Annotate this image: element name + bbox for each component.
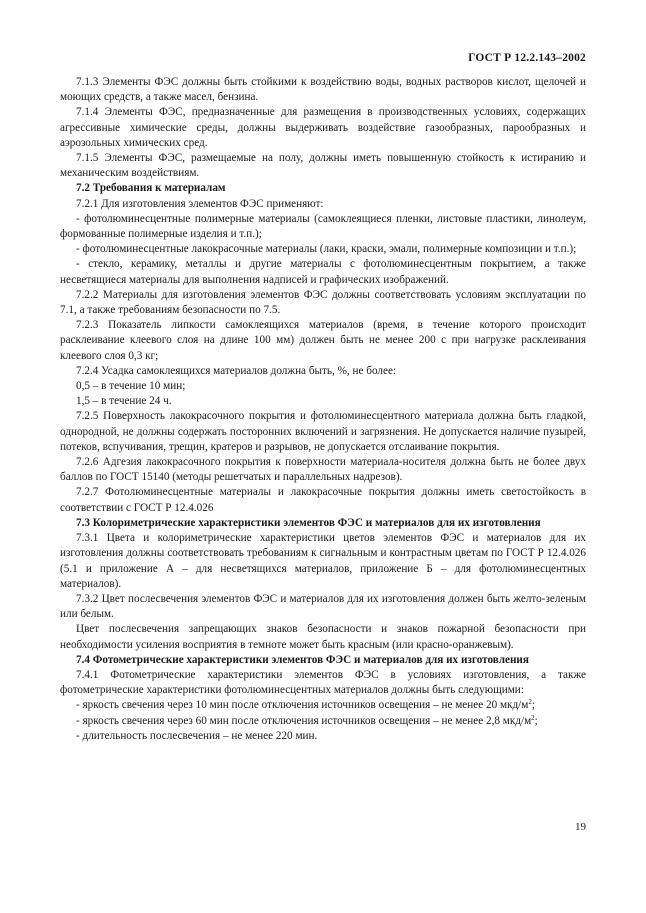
section-heading: 7.4 Фотометрические характеристики элементов ФЭС и материалов для их изготовления (76, 653, 529, 666)
paragraph: 7.2.6 Адгезия лакокрасочного покрытия к поверхности материала-носителя должна быть не более двух баллов по ГОСТ 15140 (методы решетчатых и параллельных надрезов). (60, 456, 586, 484)
afterglow-duration: - длительность послесвечения – не менее 220 мин. (76, 729, 318, 742)
document-body (60, 75, 586, 744)
paragraph-list (60, 75, 586, 698)
paragraph: 7.2.3 Показатель липкости самоклеящихся материалов (время, в течение которого происходит расклеивание клеевого слоя на длине 100 мм) должен быть не менее 200 с при нагрузке расклеивания клеевого слоя 0,3 кг; (60, 319, 586, 362)
paragraph: 7.2.7 Фотолюминесцентные материалы и лакокрасочные покрытия должны иметь светостойкость в соответствии с ГОСТ Р 12.4.026 (60, 486, 586, 514)
paragraph: 7.1.4 Элементы ФЭС, предназначенные для размещения в производственных условиях, содержащих агрессивные химические среды, должны выдерживать воздействие газообразных, парообразных и аэрозольных химических сред. (60, 106, 586, 149)
paragraph: Цвет послесвечения запрещающих знаков безопасности и знаков пожарной безопасности при необходимости усиления восприятия в темноте может быть красным (или красно-оранжевым). (60, 623, 586, 651)
paragraph: 7.1.3 Элементы ФЭС должны быть стойкими к воздействию воды, водных растворов кислот, щелочей и моющих средств, а также масел, бензина. (60, 76, 586, 104)
paragraph: 1,5 – в течение 24 ч. (76, 395, 172, 408)
page-header: ГОСТ Р 12.2.143–2002 (468, 52, 586, 64)
paragraph: 7.3.1 Цвета и колориметрические характеристики цветов элементов ФЭС и материалов для их изготовления должны соответствовать требованиям к сигнальным и контрастным цветам по ГОСТ Р 12.4.026 (5.1 и приложение А – для несветящихся материалов, приложение Б – для фотолюминесцентных материалов). (60, 532, 586, 590)
paragraph: 7.2.4 Усадка самоклеящихся материалов должна быть, %, не более: (76, 364, 397, 377)
page-number: 19 (575, 821, 586, 833)
section-heading: 7.2 Требования к материалам (76, 182, 226, 195)
paragraph: 7.2.2 Материалы для изготовления элементов ФЭС должны соответствовать условиям эксплуатации по 7.1, а также требованиям безопасности по 7.5. (60, 288, 586, 317)
section-heading: 7.3 Колориметрические характеристики элементов ФЭС и материалов для их изготовления (76, 516, 541, 529)
luminance-10-min: - яркость свечения через 10 мин после отключения источников освещения – не менее 20 мкд/$м^2$; (76, 698, 535, 712)
paragraph: 7.1.5 Элементы ФЭС, размещаемые на полу, должны иметь повышенную стойкость к истиранию и механическим воздействиям. (60, 152, 586, 180)
paragraph: 0,5 – в течение 10 мин; (76, 380, 186, 393)
paragraph: 7.2.5 Поверхность лакокрасочного покрытия и фотолюминесцентного материала должна быть гладкой, однородной, не должны содержать посторонних включений и загрязнения. Не допускается наличие пузырей, потеков, вспучивания, трещин, кратеров и разрывов, не допускается отслаивание покрытия. (60, 410, 586, 453)
paragraph: - фотолюминесцентные лакокрасочные материалы (лаки, краски, эмали, полимерные композиции и т.п.); (76, 243, 577, 256)
paragraph: 7.4.1 Фотометрические характеристики элементов ФЭС в условиях изготовления, а также фотометрические характеристики фотолюминесцентных материалов должны быть следующими: (60, 668, 586, 697)
luminance-60-min: - яркость свечения через 60 мин после отключения источников освещения – не менее 2,8 мкд/$м^2$; (76, 713, 538, 727)
paragraph: 7.3.2 Цвет послесвечения элементов ФЭС и материалов для их изготовления должен быть желто-зеленым или белым. (60, 592, 586, 621)
paragraph: - фотолюминесцентные полимерные материалы (самоклеящиеся пленки, листовые пластики, линолеум, формованные полимерные изделия и т.п.); (60, 212, 586, 241)
paragraph: 7.2.1 Для изготовления элементов ФЭС применяют: (76, 197, 324, 210)
paragraph: - стекло, керамику, металлы и другие материалы с фотолюминесцентным покрытием, а также несветящиеся материалы для выполнения надписей и графических изображений. (60, 258, 586, 286)
